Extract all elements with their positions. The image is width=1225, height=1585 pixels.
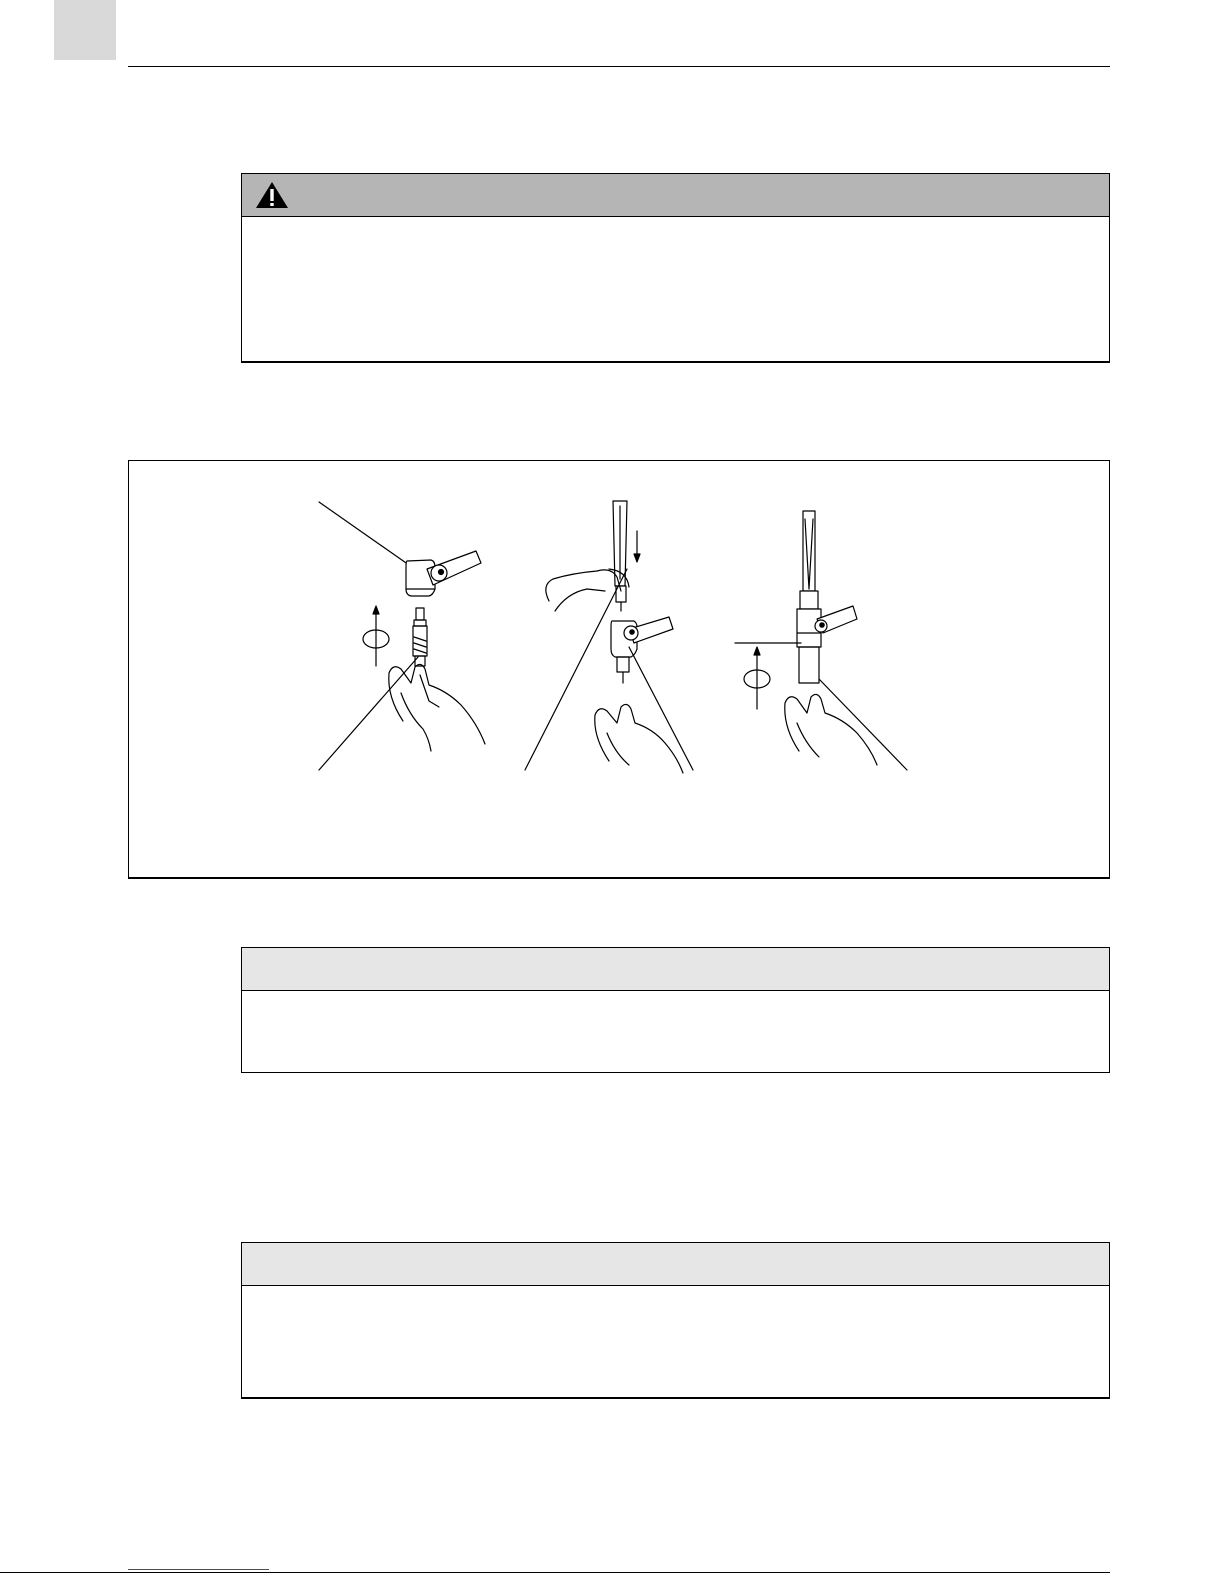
header-rule: [128, 66, 1110, 67]
step-3-illustration: [735, 511, 907, 770]
footer-rule: [0, 1572, 1110, 1573]
page-corner-tab: [54, 0, 116, 60]
note-box-1: [241, 947, 1110, 1073]
note-box-2: [241, 1242, 1110, 1399]
warning-box: [241, 173, 1110, 363]
note-box-1-body: [242, 991, 1109, 1072]
step-1-illustration: [319, 502, 485, 770]
assembly-illustration: [129, 461, 1111, 880]
note-box-2-body: [242, 1286, 1109, 1397]
note-box-1-header: [242, 948, 1109, 991]
warning-box-header: [242, 174, 1109, 217]
warning-box-body: [242, 217, 1109, 361]
footer-link-underline[interactable]: [128, 1569, 269, 1570]
figure-box: [128, 460, 1110, 879]
step-2-illustration: [525, 501, 693, 773]
warning-triangle-icon: [254, 180, 290, 210]
note-box-2-header: [242, 1243, 1109, 1286]
